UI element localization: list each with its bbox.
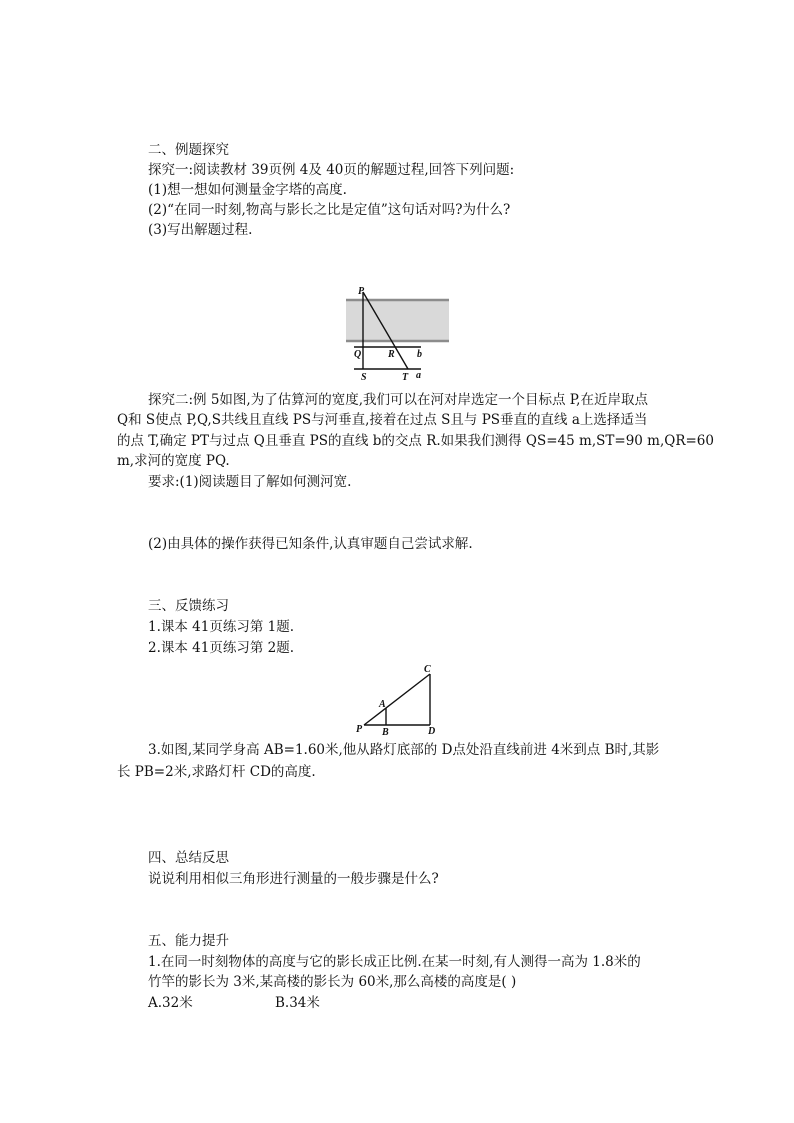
inquiry1-q1: (1)想一想如何测量金字塔的高度. [148,182,347,198]
exercise-2: 2.课本 41页练习第 2题. [148,640,295,656]
river-figure [340,283,455,385]
inquiry2-line3: 的点 T,确定 PT与过点 Q且垂直 PS的直线 b的交点 R.如果我们测得 QS=45 m,ST=90 m,QR=60 [117,433,714,449]
ability-q1-line2: 竹竿的影长为 3米,某高楼的影长为 60米,那么高楼的高度是( ) [148,974,517,990]
inquiry2-req2: (2)由具体的操作获得已知条件,认真审题自己尝试求解. [148,536,473,552]
section4-heading: 四、总结反思 [148,850,229,866]
label-B: B [382,727,389,736]
river-band [346,300,449,341]
option-b: B.34米 [275,995,320,1011]
label-a: a [416,370,421,381]
label-S: S [361,372,367,383]
section2-heading: 二、例题探究 [148,142,229,158]
exercise-3-line1: 3.如图,某同学身高 AB=1.60米,他从路灯底部的 D点处沿直线前进 4米到点 B时,其影 [148,742,660,758]
inquiry2-line1: 探究二:例 5如图,为了估算河的宽度,我们可以在河对岸选定一个目标点 P,在近岸取点 [148,392,648,408]
exercise-1: 1.课本 41页练习第 1题. [148,619,295,635]
inquiry2-line2: Q和 S使点 P,Q,S共线且直线 PS与河垂直,接着在过点 S且与 PS垂直的直线 a上选择适当 [117,412,648,428]
section3-heading: 三、反馈练习 [148,598,229,614]
lamp-figure [352,662,442,736]
inquiry1-q2: (2)“在同一时刻,物高与影长之比是定值”这句话对吗?为什么? [148,202,511,218]
label-P: P [358,286,365,297]
inquiry1-intro: 探究一:阅读教材 39页例 4及 40页的解题过程,回答下列问题: [148,162,515,178]
ability-q1-line1: 1.在同一时刻物体的高度与它的影长成正比例.在某一时刻,有人测得一高为 1.8米的 [148,954,641,970]
section4-question: 说说利用相似三角形进行测量的一般步骤是什么? [148,871,439,887]
label-T: T [402,372,409,383]
inquiry2-line4: m,求河的宽度 PQ. [117,453,230,469]
inquiry2-req1: 要求:(1)阅读题目了解如何测河宽. [148,474,352,490]
inquiry1-q3: (3)写出解题过程. [148,222,253,238]
shadow-line-PC [364,674,430,725]
label-R: R [388,349,395,360]
option-a: A.32米 [148,995,193,1011]
label-A: A [379,699,386,710]
section5-heading: 五、能力提升 [148,933,229,949]
label-b: b [417,349,422,360]
label-Q: Q [354,349,362,360]
label-P2: P [356,724,363,735]
label-C: C [424,664,431,675]
label-D: D [428,726,436,736]
exercise-3-line2: 长 PB=2米,求路灯杆 CD的高度. [117,764,316,780]
